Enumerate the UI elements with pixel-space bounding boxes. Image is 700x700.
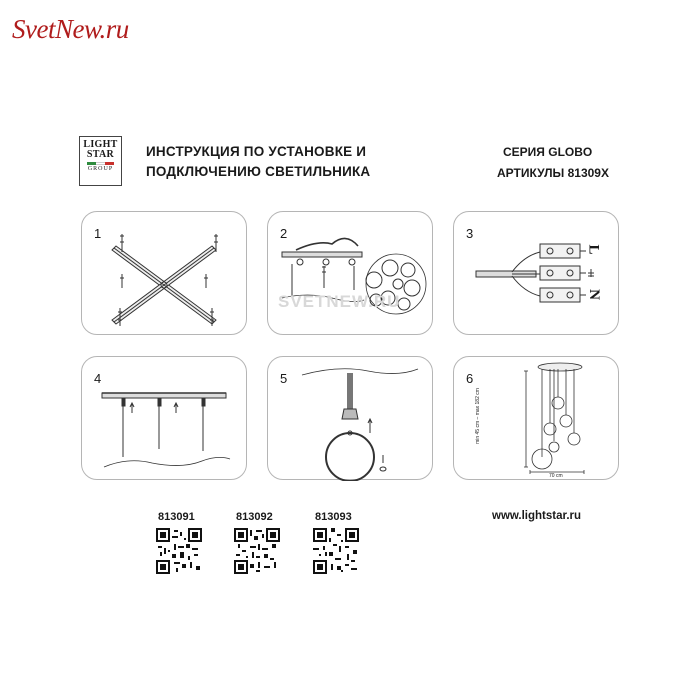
lightstar-logo	[79, 136, 122, 186]
logo-line-3: GROUP	[87, 166, 114, 172]
qr-code-813091-icon[interactable]	[156, 528, 202, 574]
article-code-2: 813092	[236, 511, 273, 523]
article-code-1: 813091	[158, 511, 195, 523]
qr-code-813093-icon[interactable]	[313, 528, 359, 574]
website-link[interactable]: www.lightstar.ru	[492, 510, 582, 522]
step-6-number: 6	[466, 371, 474, 386]
logo-line-2: STAR	[86, 149, 115, 160]
step-1-number: 1	[94, 226, 102, 241]
step-5-panel	[267, 356, 433, 480]
step-4-panel	[81, 356, 247, 480]
step-2-number: 2	[280, 226, 288, 241]
terminal-block-icon	[454, 212, 620, 336]
canopy-wiring-icon	[268, 212, 434, 336]
series-info	[497, 142, 609, 184]
logo-line-1: LIGHT	[83, 139, 118, 150]
mounting-bracket-cross-icon	[82, 212, 248, 336]
step-3-number: 3	[466, 226, 474, 241]
step-2-panel	[267, 211, 433, 335]
page-title	[146, 142, 370, 182]
step-1-panel	[81, 211, 247, 335]
step-3-panel	[453, 211, 619, 335]
step-4-number: 4	[94, 371, 102, 386]
overlay-watermark: SVETNEW.RU	[278, 292, 401, 311]
height-dimension-label: min 45 cm – max 182 cm	[474, 388, 481, 444]
site-watermark: SvetNew.ru	[12, 14, 129, 44]
qr-code-813092-icon[interactable]	[234, 528, 280, 574]
step-5-number: 5	[280, 371, 288, 386]
wire-label-l: L	[585, 244, 602, 255]
title-line-2: ПОДКЛЮЧЕНИЮ СВЕТИЛЬНИКА	[146, 164, 371, 179]
title-line-1: ИНСТРУКЦИЯ ПО УСТАНОВКЕ И	[146, 144, 367, 159]
italian-flag-icon	[87, 162, 115, 165]
wire-length-adjust-icon	[82, 357, 248, 481]
step-6-panel	[453, 356, 619, 480]
glass-shade-install-icon	[268, 357, 434, 481]
series-name: СЕРИЯ GLOBO	[503, 145, 593, 159]
article-code-3: 813093	[315, 511, 352, 523]
wire-label-n: N	[585, 289, 602, 300]
width-dimension-label: 70 cm	[549, 473, 563, 479]
article-range: АРТИКУЛЫ 81309X	[497, 166, 609, 180]
